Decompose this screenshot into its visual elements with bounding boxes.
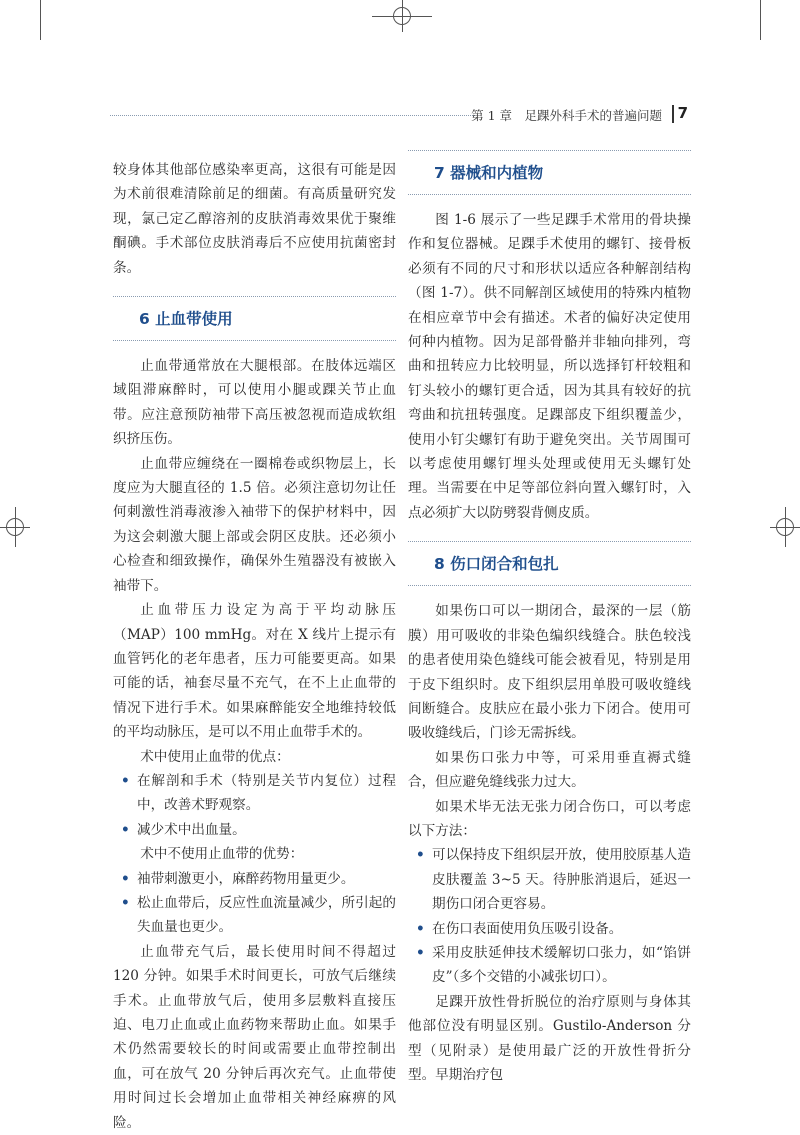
- paragraph: 止血带充气后，最长使用时间不得超过 120 分钟。如果手术时间更长，可放气后继续手术。止血带放气后，使用多层敷料直接压迫、电刀止血或止血药物来帮助止血。如果手术仍然需要较长的时间或需要止血带控制出血，可在放气 20 分钟后再次充气。止血带使用时间过长会增加止血带相关神经麻痹的风险。: [113, 943, 396, 1131]
- running-header: [110, 105, 690, 125]
- paragraph: 术中不使用止血带的优势：: [140, 846, 304, 863]
- section-title: 7 器械和内植物: [434, 164, 544, 182]
- paragraph-intro: 较身体其他部位感染率更高，这很有可能是因为术前很难清除前足的细菌。有高质量研究发现，氯己定乙醇溶剂的皮肤消毒效果优于聚维酮碘。手术部位皮肤消毒后不应使用抗菌密封条。: [113, 162, 396, 276]
- paragraph: 止血带通常放在大腿根部。在肢体远端区域阻滞麻醉时，可以使用小腿或踝关节止血带。应注意预防袖带下高压被忽视而造成软组织挤压伤。: [113, 358, 396, 448]
- paragraph: 图 1-6 展示了一些足踝手术常用的骨块操作和复位器械。足踝手术使用的螺钉、接骨板必须有不同的尺寸和形状以适应各种解剖结构（图 1-7）。供不同解剖区域使用的特殊内植物在相应章节中会有描述。术者的偏好决定使用何种内植物。因为足部骨骼并非轴向排列，弯曲和扭转应力比较明显，所以选择钉杆较粗和钉头较小的螺钉更合适，因为其具有较好的抗弯曲和抗扭转强度。足踝部皮下组织覆盖少，使用小钉尖螺钉有助于避免突出。关节周围可以考虑使用螺钉埋头处理或使用无头螺钉处理。当需要在中足等部位斜向置入螺钉时，入点必须扩大以防劈裂背侧皮质。: [408, 212, 691, 521]
- section-rule-bottom: [408, 585, 691, 586]
- section-rule-bottom: [408, 194, 691, 195]
- section-title: 6 止血带使用: [139, 310, 233, 329]
- section-7-heading: [408, 158, 691, 192]
- crop-mark-right-circle: [776, 518, 794, 536]
- header-divider: [672, 105, 674, 123]
- advantages-list: [113, 769, 396, 842]
- list-item: • 在伤口表面使用负压吸引设备。: [408, 917, 691, 941]
- bullet-icon: •: [416, 847, 425, 864]
- bullet-icon: •: [121, 772, 130, 789]
- bullet-icon: •: [121, 821, 130, 838]
- bullet-icon: •: [121, 894, 130, 911]
- chapter-title: 第 1 章 足踝外科手术的普遍问题: [471, 108, 662, 123]
- section-6-heading: [113, 304, 396, 338]
- section-8-heading: [408, 549, 691, 583]
- paragraph: 止血带压力设定为高于平均动脉压（MAP）100 mmHg。对在 X 线片上提示有血管钙化的老年患者，压力可能要更高。如果可能的话，袖套尽量不充气，在不上止血带的情况下进行手术。如果麻醉能安全地维持较低的平均动脉压，是可以不用止血带手术的。: [113, 602, 396, 741]
- paragraph: 如果术毕无法无张力闭合伤口，可以考虑以下方法：: [408, 798, 691, 839]
- crop-mark-top-left-v: [40, 0, 41, 40]
- section-rule-top: [408, 150, 691, 151]
- section-rule-top: [408, 541, 691, 542]
- section-rule-top: [113, 296, 396, 297]
- paragraph: 如果伤口可以一期闭合，最深的一层（筋膜）用可吸收的非染色编织线缝合。肤色较浅的患者使用染色缝线可能会被看见，特别是用于皮下组织时。皮下组织层用单股可吸收缝线间断缝合。皮肤应在最小张力下闭合。使用可吸收缝线后，门诊无需拆线。: [408, 603, 691, 742]
- list-item: • 松止血带后，反应性血流量减少，所引起的失血量也更少。: [113, 891, 396, 940]
- list-item: • 采用皮肤延伸技术缓解切口张力，如“馅饼皮”（多个交错的小减张切口）。: [408, 941, 691, 990]
- crop-mark-top-center-circle: [393, 7, 411, 25]
- bullet-icon: •: [416, 920, 425, 937]
- closure-methods-list: [408, 843, 691, 989]
- crop-mark-left-circle: [6, 518, 24, 536]
- bullet-icon: •: [416, 944, 425, 961]
- disadvantages-list: [113, 867, 396, 940]
- paragraph: 足踝开放性骨折脱位的治疗原则与身体其他部位没有明显区别。Gustilo-Anderson 分型（见附录）是使用最广泛的开放性骨折分型。早期治疗包: [408, 993, 691, 1083]
- header-dotted-rule: [110, 115, 475, 116]
- right-column: [408, 150, 691, 1087]
- paragraph: 如果伤口张力中等，可采用垂直褥式缝合，但应避免缝线张力过大。: [408, 749, 691, 791]
- list-item: • 在解剖和手术（特别是关节内复位）过程中，改善术野观察。: [113, 769, 396, 818]
- section-rule-bottom: [113, 340, 396, 341]
- bullet-icon: •: [121, 870, 130, 887]
- page-number: 7: [677, 104, 688, 122]
- list-item: • 可以保持皮下组织层开放，使用胶原基人造皮肤覆盖 3~5 天。待肿胀消退后，延迟一期伤口闭合更容易。: [408, 843, 691, 916]
- paragraph: 止血带应缠绕在一圈棉卷或织物层上，长度应为大腿直径的 1.5 倍。必须注意切勿让任何刺激性消毒液渗入袖带下的保护材料中，因为这会刺激大腿上部或会阴区皮肤。还必须小心检查和细致操作，确保外生殖器没有被嵌入袖带下。: [113, 455, 396, 594]
- section-title: 8 伤口闭合和包扎: [434, 555, 559, 574]
- list-item: • 减少术中出血量。: [113, 818, 396, 842]
- paragraph: 术中使用止血带的优点：: [140, 748, 290, 765]
- left-column: [113, 158, 396, 1135]
- crop-mark-top-right-v: [760, 0, 761, 40]
- list-item: • 袖带刺激更小，麻醉药物用量更少。: [113, 867, 396, 891]
